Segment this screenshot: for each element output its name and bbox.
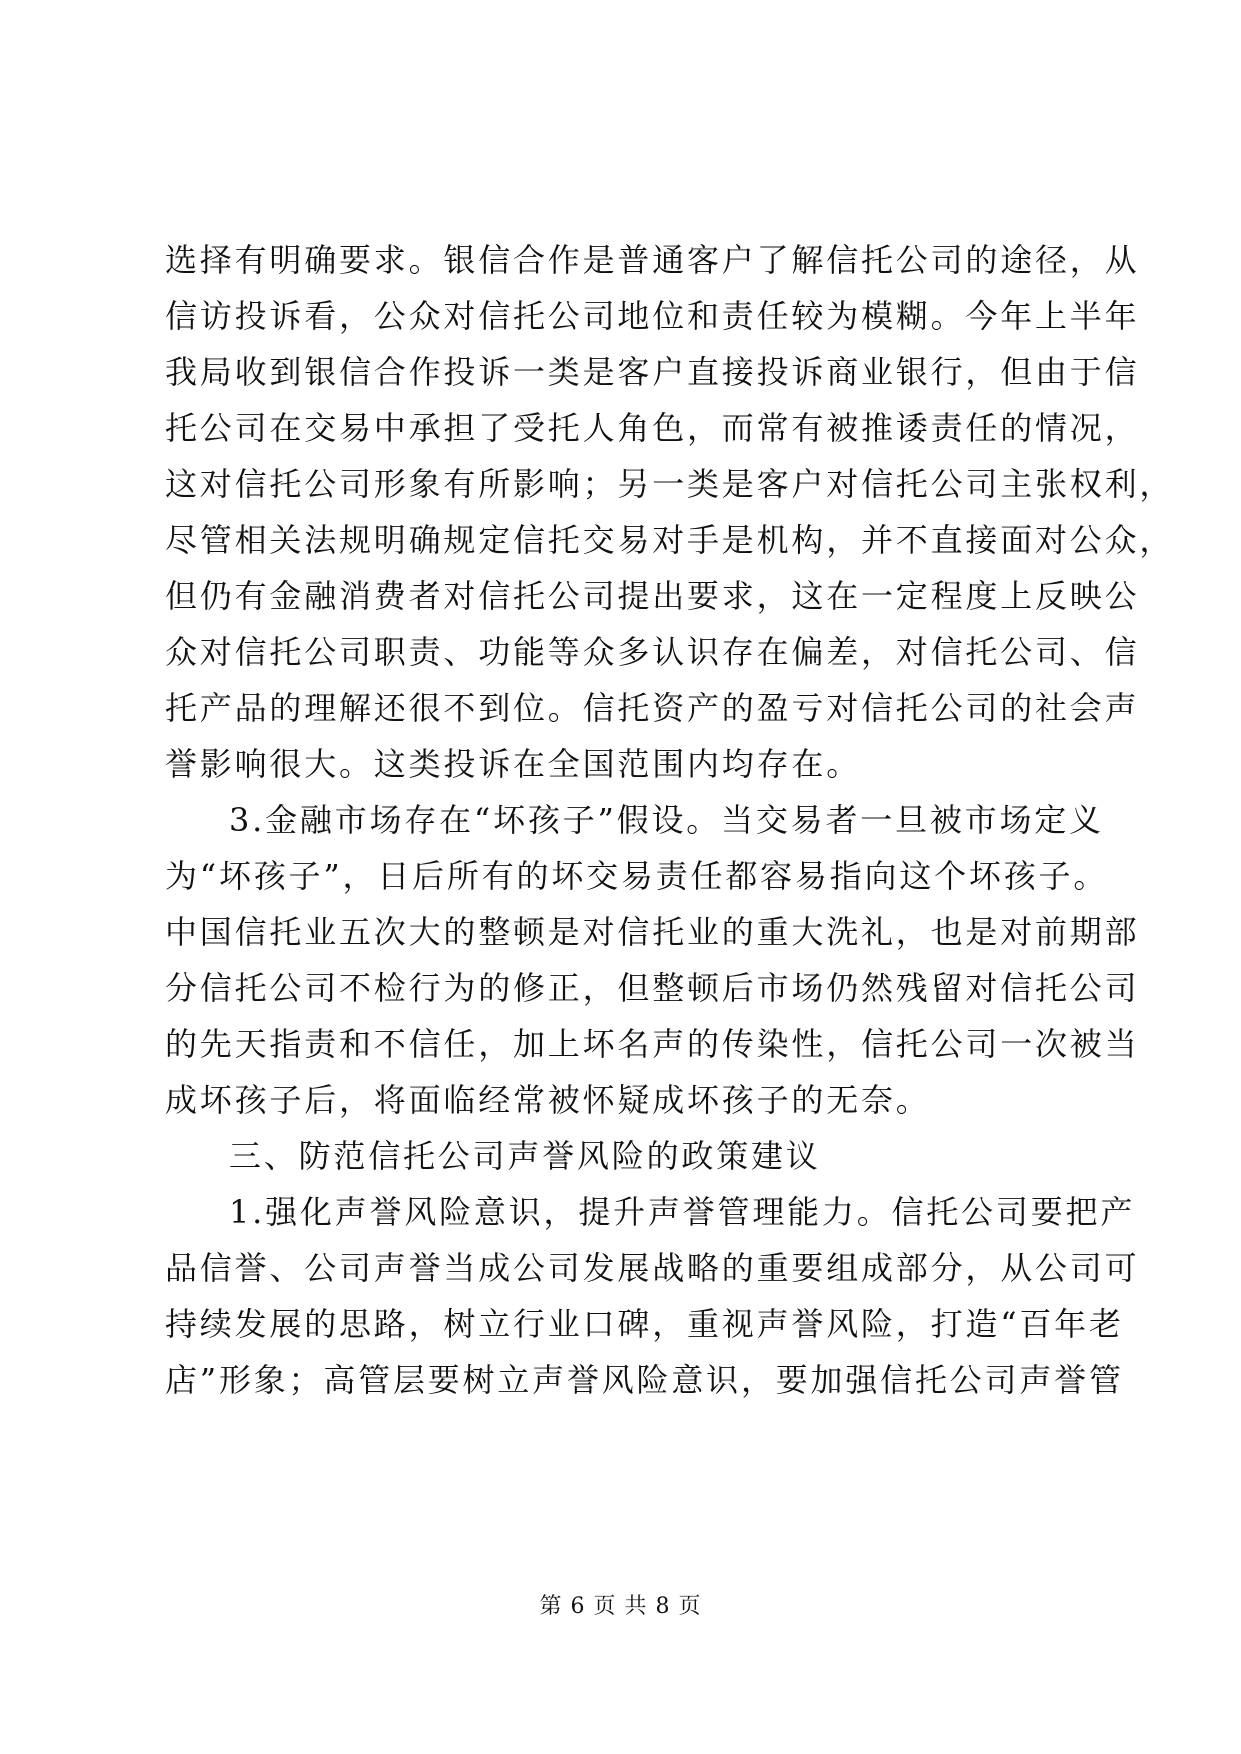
text-line: 托公司在交易中承担了受托人角色，而常有被推诿责任的情况， — [165, 409, 1140, 447]
text-line: 这对信托公司形象有所影响；另一类是客户对信托公司主张权利， — [165, 465, 1175, 503]
body-text — [165, 232, 1175, 1408]
text-line: 成坏孩子后，将面临经常被怀疑成坏孩子的无奈。 — [165, 1081, 931, 1119]
text-line: 的先天指责和不信任，加上坏名声的传染性，信托公司一次被当 — [165, 1025, 1140, 1063]
text-line: 持续发展的思路，树立行业口碑，重视声誉风险，打造“百年老 — [165, 1305, 1124, 1343]
text-line: 3.金融市场存在“坏孩子”假设。当交易者一旦被市场定义 — [229, 801, 1104, 839]
text-line: 但仍有金融消费者对信托公司提出要求，这在一定程度上反映公 — [165, 577, 1140, 615]
text-line: 托产品的理解还很不到位。信托资产的盈亏对信托公司的社会声 — [165, 689, 1140, 727]
text-line: 我局收到银信合作投诉一类是客户直接投诉商业银行，但由于信 — [165, 353, 1140, 391]
text-line: 三、防范信托公司声誉风险的政策建议 — [229, 1137, 821, 1175]
text-line: 品信誉、公司声誉当成公司发展战略的重要组成部分，从公司可 — [165, 1249, 1140, 1287]
text-line: 信访投诉看，公众对信托公司地位和责任较为模糊。今年上半年 — [165, 297, 1140, 335]
text-line: 店”形象；高管层要树立声誉风险意识，要加强信托公司声誉管 — [165, 1361, 1124, 1399]
text-line: 众对信托公司职责、功能等众多认识存在偏差，对信托公司、信 — [165, 633, 1140, 671]
text-line: 尽管相关法规明确规定信托交易对手是机构，并不直接面对公众， — [165, 521, 1175, 559]
text-line: 分信托公司不检行为的修正，但整顿后市场仍然残留对信托公司 — [165, 969, 1140, 1007]
text-line: 选择有明确要求。银信合作是普通客户了解信托公司的途径，从 — [165, 241, 1140, 279]
page-footer: 第 6 页 共 8 页 — [539, 1594, 702, 1619]
text-line: 为“坏孩子”，日后所有的坏交易责任都容易指向这个坏孩子。 — [165, 857, 1109, 895]
text-line: 1.强化声誉风险意识，提升声誉管理能力。信托公司要把产 — [229, 1193, 1136, 1231]
text-line: 中国信托业五次大的整顿是对信托业的重大洗礼，也是对前期部 — [165, 913, 1140, 951]
text-line: 誉影响很大。这类投诉在全国范围内均存在。 — [165, 745, 862, 783]
